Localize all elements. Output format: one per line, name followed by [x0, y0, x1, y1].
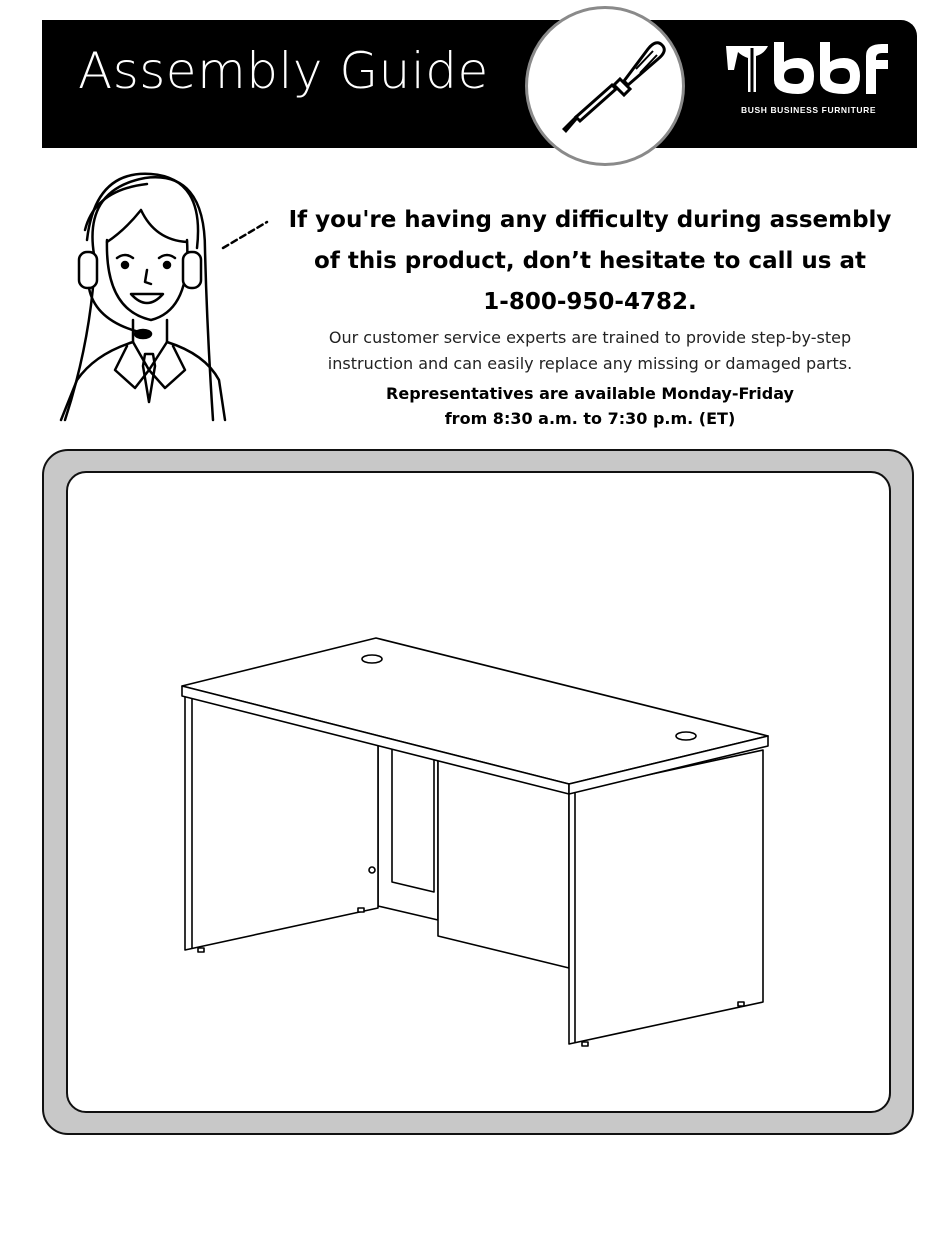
support-line-1: If you're having any difficulty during assembly — [288, 207, 892, 233]
illustration-panel — [66, 471, 891, 1113]
bbf-logo — [722, 40, 892, 107]
logo-subtitle: BUSH BUSINESS FURNITURE — [741, 105, 877, 115]
support-hours-2: from 8:30 a.m. to 7:30 p.m. (ET) — [444, 409, 736, 428]
page-title: Assembly Guide — [78, 42, 489, 100]
support-message — [270, 200, 910, 431]
desk-shell-illustration — [68, 473, 893, 1115]
customer-service-agent-icon — [55, 170, 275, 430]
support-phone: 1-800-950-4782. — [483, 289, 697, 315]
support-hours-1: Representatives are available Monday-Friday — [386, 384, 794, 403]
support-info-2: instruction and can easily replace any missing or damaged parts. — [327, 354, 853, 373]
screwdriver-icon — [525, 6, 685, 166]
support-info-1: Our customer service experts are trained to provide step-by-step — [328, 328, 852, 347]
support-line-2: of this product, don’t hesitate to call us at — [314, 248, 866, 274]
